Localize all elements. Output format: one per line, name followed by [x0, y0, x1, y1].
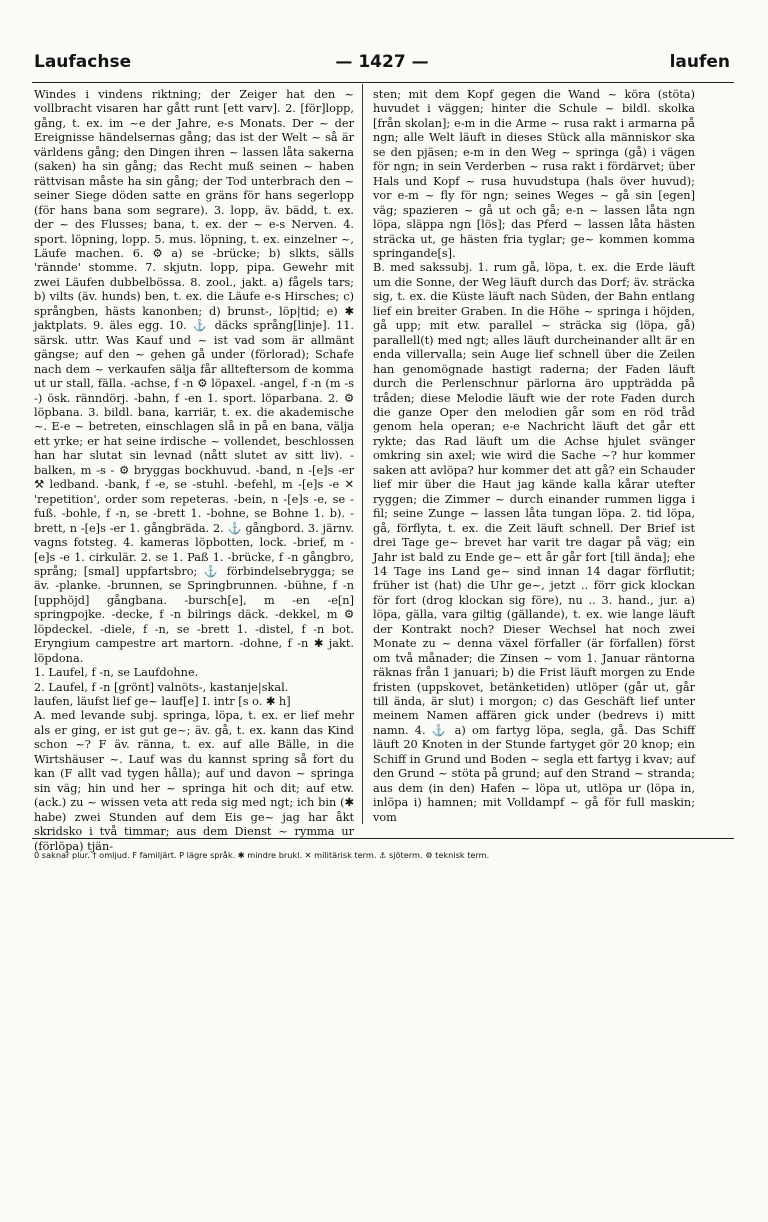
- entry-laufen-section-a: A. med levande subj. springa, löpa, t. ex. er lief mehr als er ging, er ist gut ge~; äv. gå, t. ex. kann das Kind schon ~? F äv. ränna, t. ex. auf alle Bälle, in die Wirtshäuser ~. Lauf was du kannst spring så fort du kan (F allt vad tygen hålla); auf und davon ~ springa sin väg; hin und her ~ springa hit och dit; auf etw. (ack.) zu ~ wissen veta att reda sig med ngt; ich bin (✱ habe) zwei Stunden auf dem Eis ge~ jag har åkt skridsko i två timmar; aus dem Dienst ~ rymma ur (förlöpa) tjän-: [34, 709, 354, 853]
- column-divider: [362, 84, 363, 824]
- entry-laufen-headword: laufen, läufst lief ge~ lauf[e] I. intr [s o. ✱ h]: [34, 695, 291, 709]
- running-header: [34, 52, 730, 78]
- page-number: — 1427 —: [335, 52, 429, 72]
- left-column: [34, 88, 354, 853]
- abbreviation-legend: 0 saknar plur. † omljud. F familjärt. P lägre språk. ✱ mindre brukl. ✕ militärisk term. ⚓ sjöterm. ⚙ teknisk term.: [34, 850, 490, 860]
- header-left-guide-word: Laufachse: [34, 52, 132, 72]
- entry-laufen-section-b: B. med sakssubj. 1. rum gå, löpa, t. ex. die Erde läuft um die Sonne, der Weg läuft durch das Dorf; äv. sträcka sig, t. ex. die Küste läuft nach Süden, der Bahn entlang lief ein breiter Graben. In die Höhe ~ springa i höjden, gå upp; mit etw. parallel ~ sträcka sig (löpa, gå) parallell(t) med ngt; alles läuft durcheinander allt är en enda villervalla; sein Auge lief schnell über die Zeilen han genomögnade hastigt raderna; der Faden läuft durch die Perlenschnur pärlorna äro uppträdda på tråden; diese Melodie läuft wie der rote Faden durch die ganze Oper den melodien går som en röd tråd genom hela operan; e-e Nachricht läuft det går ett rykte; das Rad läuft um die Achse hjulet svänger omkring sin axel; wie wird die Sache ~? hur kommer saken att avlöpa? hur kommer det att gå? ein Schauder lief mir über die Haut jag kände kalla kårar utefter ryggen; die Zimmer ~ durch einander rummen ligga i fil; seine Zunge ~ lassen låta tungan löpa. 2. tid löpa, gå, förflyta, t. ex. die Zeit läuft schnell. Der Brief ist drei Tage ge~ brevet har varit tre dagar på väg; ein Jahr ist bald zu Ende ge~ ett år går fort [till ända]; ehe 14 Tage ins Land ge~ sind innan 14 dagar förflutit; früher ist (hat) die Uhr ge~, jetzt .. förr gick klockan för fort (drog klockan sig före), nu .. 3. hand., jur. a) löpa, gälla, vara giltig (gällande), t. ex. wie lange läuft der Kontrakt noch? Dieser Wechsel hat noch zwei Monate zu ~ denna växel förfaller (är förfallen) först om två månader; die Zinsen ~ vom 1. Januar räntorna räknas från 1 januari; b) die Frist läuft morgen zu Ende fristen (uppskovet, betänketiden) utlöper (går ut, går till ända, är slut) i morgon; c) das Geschäft lief unter meinem Namen affären gick under (bedrevs i) mitt namn. 4. ⚓ a) om fartyg löpa, segla, gå. Das Schiff läuft 20 Knoten in der Stunde fartyget gör 20 knop; ein Schiff in Grund und Boden ~ segla ett fartyg i kvav; auf den Grund ~ stöta på grund; auf den Strand ~ stranda; aus dem (in den) Hafen ~ löpa ut, utlöpa ur (löpa in, inlöpa i) hamnen; mit Volldampf ~ gå för full maskin; vom: [373, 261, 695, 824]
- header-rule: [32, 82, 734, 83]
- entry-laufen-a-continued: sten; mit dem Kopf gegen die Wand ~ köra (stöta) huvudet i väggen; hinter die Schule ~ bildl. skolka [från skolan]; e-m in die Arme ~ rusa rakt i armarna på ngn; alle Welt läuft in dieses Stück alla människor ska se den pjäsen; e-m in den Weg ~ springa (gå) i vägen för ngn; in sein Verderben ~ rusa rakt i fördärvet; über Hals und Kopf ~ rusa huvudstupa (hals över huvud); vor e-m ~ fly för ngn; seines Weges ~ gå sin [egen] väg; spazieren ~ gå ut och gå; e-n ~ lassen låta ngn löpa, släppa ngn [lös]; das Pferd ~ lassen låta hästen sträcka ut, ge hästen fria tyglar; ge~ kommen komma springande[s].: [373, 88, 695, 260]
- footer-rule: [32, 838, 734, 839]
- entry-laufel-2: 2. Laufel, f -n [grönt] valnöts-, kastanje|skal.: [34, 680, 289, 694]
- entry-laufel-1: 1. Laufel, f -n, se Laufdohne.: [34, 666, 199, 680]
- entry-lauf-continued: Windes i vindens riktning; der Zeiger hat den ~ vollbracht visaren har gått runt [ett varv]. 2. [för]lopp, gång, t. ex. im ~e der Jahre, e-s Monats. Der ~ der Ereignisse händelsernas gång; das ist der Welt ~ så är världens gång; den Dingen ihren ~ lassen låta sakerna (saken) ha sin gång; das Recht muß seinen ~ haben rättvisan måste ha sin gång; der Tod unterbrach den ~ seiner Siege döden satte en gräns för hans segerlopp (för hans bana som segrare). 3. lopp, äv. bädd, t. ex. der ~ des Flusses; bana, t. ex. der ~ e-s Nerven. 4. sport. löpning, lopp. 5. mus. löpning, t. ex. einzelner ~, Läufe machen. 6. ⚙ a) se -brücke; b) slkts, sälls 'rännde' stomme. 7. skjutn. lopp, pipa. Gewehr mit zwei Läufen dubbelbössa. 8. zool., jakt. a) fågels tars; b) vilts (äv. hunds) ben, t. ex. die Läufe e-s Hirsches; c) språngben, hästs kanonben; d) brunst-, löp|tid; e) ✱ jaktplats. 9. äles egg. 10. ⚓ däcks språng[linje]. 11. särsk. uttr. Was Kauf und ~ ist vad som är allmänt gängse; auf den ~ gehen gå under (förlorad); Schafe nach dem ~ verkaufen sälja får allteftersom de komma ut ur stall, fälla. -achse, f -n ⚙ löpaxel. -angel, f -n (m -s -) ösk. ränndörj. -bahn, f -en 1. sport. löparbana. 2. ⚙ löpbana. 3. bildl. bana, karriär, t. ex. die akademische ~. E-e ~ betreten, einschlagen slå in på en bana, välja ett yrke; er hat seine irdische ~ vollendet, beschlossen han har slutat sin levnad (nått slutet av sitt liv). -balken, m -s - ⚙ bryggas bockhuvud. -band, n -[e]s -er ⚒ ledband. -bank, f -e, se -stuhl. -befehl, m -[e]s -e ✕ 'repetition', order som repeteras. -bein, n -[e]s -e, se -fuß. -bohle, f -n, se -brett 1. -bohne, se Bohne 1. b). -brett, n -[e]s -er 1. gångbräda. 2. ⚓ gångbord. 3. järnv. vagns fotsteg. 4. kameras löpbotten, lock. -brief, m -[e]s -e 1. cirkulär. 2. se 1. Paß 1. -brücke, f -n gångbro, språng; [smal] uppfartsbro; ⚓ förbindelsebrygga; se äv. -planke. -brunnen, se Springbrunnen. -bühne, f -n [upphöjd] gångbana. -bursch[e], m -en -e[n] springpojke. -decke, f -n bilrings däck. -dekkel, m ⚙ löpdeckel. -diele, f -n, se -brett 1. -distel, f -n bot. Eryngium campestre art martorn. -dohne, f -n ✱ jakt. löpdona.: [34, 88, 354, 665]
- right-column: [373, 88, 695, 828]
- header-right-guide-word: laufen: [669, 52, 730, 72]
